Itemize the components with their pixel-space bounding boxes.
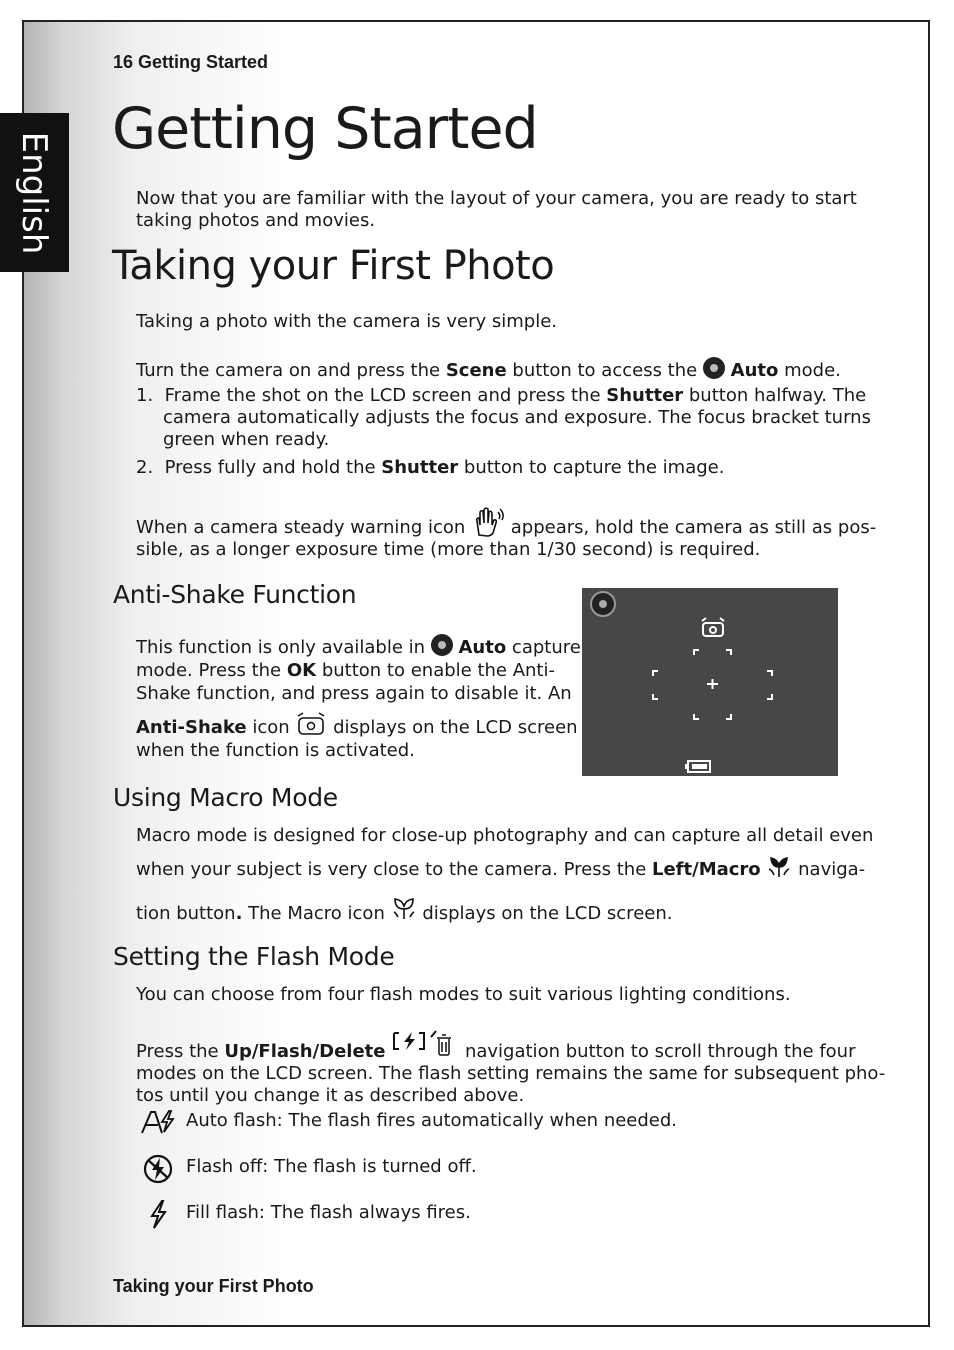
anti-shake-l1-post: capture bbox=[506, 637, 581, 658]
flash-l4: tos until you change it as described above. bbox=[136, 1085, 525, 1106]
intro-line-2: taking photos and movies. bbox=[136, 210, 376, 231]
shaking-hand-icon bbox=[471, 507, 505, 537]
fill-flash-icon bbox=[138, 1198, 178, 1230]
lcd-center-crosshair bbox=[707, 679, 718, 689]
auto-label: Auto bbox=[730, 360, 779, 381]
step-2-number: 2. bbox=[136, 457, 154, 478]
lcd-battery-icon bbox=[685, 761, 710, 772]
step-1-text-pre: Frame the shot on the LCD screen and press the bbox=[164, 385, 607, 406]
language-tab-label: English bbox=[14, 131, 54, 255]
lcd-auto-mode-icon bbox=[591, 592, 615, 616]
auto-mode-icon-2 bbox=[431, 634, 453, 656]
scene-label: Scene bbox=[445, 360, 507, 381]
anti-shake-l2-post: button to enable the Anti- bbox=[316, 660, 555, 681]
macro-l2-post: naviga- bbox=[792, 859, 866, 880]
anti-shake-l3: Shake function, and press again to disable it. An bbox=[136, 683, 572, 704]
simple-paragraph: Taking a photo with the camera is very simple. bbox=[136, 311, 558, 332]
step-2-text-pre: Press fully and hold the bbox=[164, 457, 382, 478]
anti-shake-l1-pre: This function is only available in bbox=[136, 637, 431, 658]
shutter-label-2: Shutter bbox=[381, 457, 459, 478]
step-1 bbox=[136, 385, 871, 451]
auto-flash-icon bbox=[138, 1106, 178, 1138]
macro-l1: Macro mode is designed for close-up photography and can capture all detail even bbox=[136, 825, 874, 846]
flash-delete-nav-icon bbox=[391, 1029, 459, 1059]
anti-shake-icon bbox=[295, 712, 327, 736]
lcd-anti-shake-icon bbox=[702, 618, 724, 636]
flash-l3: modes on the LCD screen. The flash setting remains the same for subsequent pho- bbox=[136, 1063, 886, 1084]
warning-text-pre: When a camera steady warning icon bbox=[136, 517, 472, 538]
up-flash-delete-label: Up/Flash/Delete bbox=[224, 1041, 386, 1062]
macro-nav-icon bbox=[766, 855, 792, 879]
warning-line-2: sible, as a longer exposure time (more than 1/30 second) is required. bbox=[136, 539, 761, 560]
flash-off-icon bbox=[138, 1152, 178, 1184]
flash-paragraph bbox=[136, 1029, 885, 1107]
turn-on-text-mid: button to access the bbox=[506, 360, 703, 381]
macro-l3-mid: The Macro icon bbox=[242, 903, 391, 924]
intro-line-1: Now that you are familiar with the layout of your camera, you are ready to start bbox=[136, 188, 857, 209]
anti-shake-label: Anti-Shake bbox=[136, 717, 247, 738]
step-2-text-post: button to capture the image. bbox=[458, 457, 725, 478]
auto-label-2: Auto bbox=[458, 637, 507, 658]
macro-l3-dot: . bbox=[235, 903, 243, 924]
step-1-line-2: camera automatically adjusts the focus and exposure. The focus bracket turns bbox=[163, 407, 871, 428]
shutter-label: Shutter bbox=[606, 385, 684, 406]
macro-l3-post: displays on the LCD screen. bbox=[416, 903, 673, 924]
flash-l2-pre: Press the bbox=[136, 1041, 225, 1062]
macro-l2-pre: when your subject is very close to the camera. Press the bbox=[136, 859, 652, 880]
macro-icon bbox=[391, 895, 417, 921]
step-1-text-post: button halfway. The bbox=[683, 385, 867, 406]
macro-heading: Using Macro Mode bbox=[113, 783, 338, 812]
left-macro-label: Left/Macro bbox=[652, 859, 761, 880]
warning-text-post: appears, hold the camera as still as pos- bbox=[505, 517, 877, 538]
flash-mode-auto-text: Auto flash: The flash fires automatically when needed. bbox=[186, 1110, 678, 1131]
anti-shake-l5: when the function is activated. bbox=[136, 740, 415, 761]
anti-shake-heading: Anti-Shake Function bbox=[113, 580, 357, 609]
language-tab bbox=[0, 113, 69, 272]
step-1-number: 1. bbox=[136, 385, 154, 406]
auto-mode-icon bbox=[703, 357, 725, 379]
step-1-line-3: green when ready. bbox=[163, 429, 330, 450]
turn-on-text-pre: Turn the camera on and press the bbox=[136, 360, 446, 381]
turn-on-text-post: mode. bbox=[778, 360, 841, 381]
flash-mode-off-text: Flash off: The flash is turned off. bbox=[186, 1156, 477, 1177]
anti-shake-paragraph bbox=[136, 634, 581, 762]
flash-mode-fill-text: Fill flash: The flash always fires. bbox=[186, 1202, 471, 1223]
lcd-screen-illustration bbox=[582, 588, 838, 776]
macro-l3-pre: tion button bbox=[136, 903, 236, 924]
ok-label: OK bbox=[286, 660, 317, 681]
section-heading-first-photo: Taking your First Photo bbox=[112, 243, 555, 289]
intro-paragraph bbox=[136, 188, 857, 232]
anti-shake-l4-mid: icon bbox=[246, 717, 296, 738]
macro-paragraph bbox=[136, 825, 873, 925]
footer-section-title: Taking your First Photo bbox=[113, 1276, 314, 1296]
anti-shake-l2-pre: mode. Press the bbox=[136, 660, 287, 681]
running-header: 16 Getting Started bbox=[113, 52, 269, 72]
anti-shake-l4-post: displays on the LCD screen bbox=[327, 717, 578, 738]
turn-on-paragraph bbox=[136, 357, 841, 382]
flash-l2-post: navigation button to scroll through the four bbox=[459, 1041, 856, 1062]
step-2 bbox=[136, 457, 724, 479]
page-title: Getting Started bbox=[112, 96, 538, 162]
flash-intro: You can choose from four flash modes to suit various lighting conditions. bbox=[136, 984, 791, 1005]
flash-heading: Setting the Flash Mode bbox=[113, 942, 395, 971]
warning-paragraph bbox=[136, 507, 876, 561]
